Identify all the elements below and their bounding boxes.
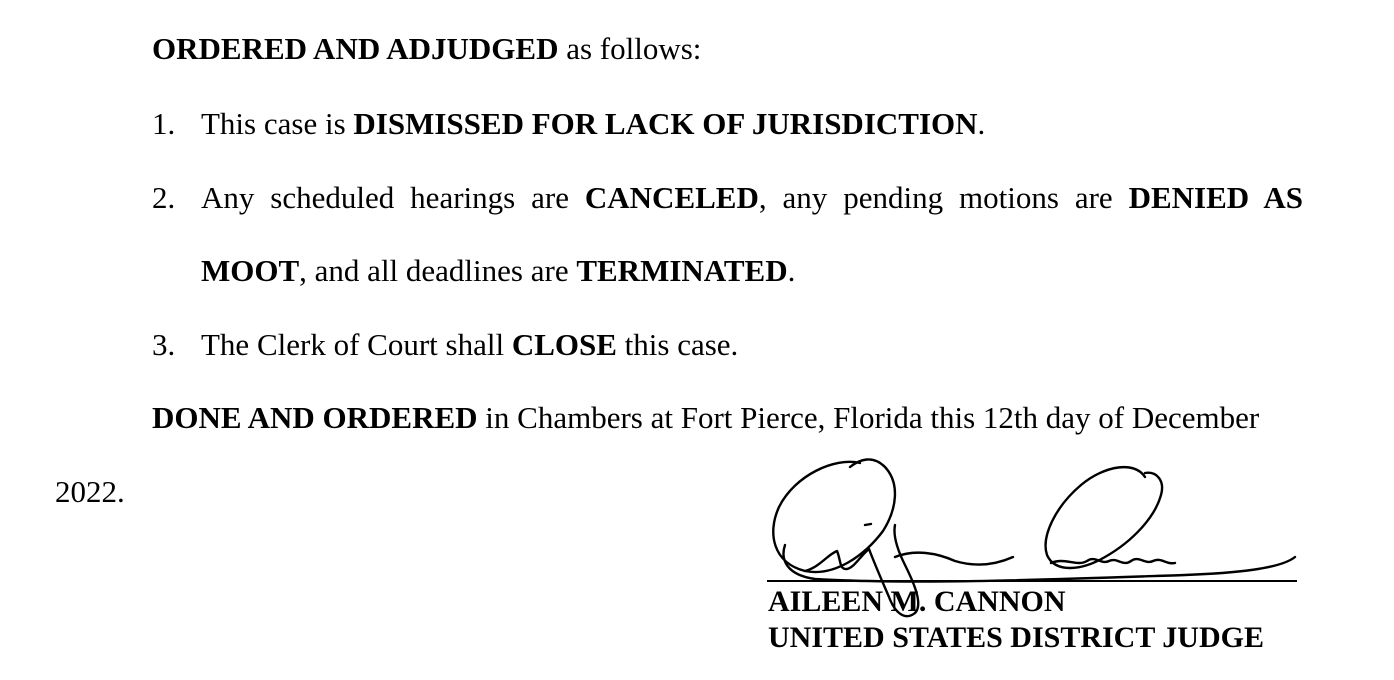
order-intro-bold: ORDERED AND ADJUDGED [152,31,559,66]
item-2-line2-end: . [787,253,796,288]
done-ordered-rest: in Chambers at Fort Pierce, Florida this 12th day of December [477,400,1260,435]
done-year: 2022. [55,474,125,509]
judge-title: UNITED STATES DISTRICT JUDGE [768,621,1264,654]
item-2-line2-bold-b: TERMINATED [576,253,788,288]
item-3-number: 3. [152,327,176,362]
item-3-text [201,329,738,360]
item-2-number: 2. [152,180,176,215]
item-2-text-a: Any scheduled hearings are [201,180,585,215]
item-3-text-a: The Clerk of Court shall [201,327,512,362]
item-2-line-2 [201,255,795,286]
judge-name: AILEEN M. CANNON [768,585,1066,618]
item-1-text [201,108,985,139]
item-1-bold-a: DISMISSED FOR LACK OF JURISDICTION [353,106,978,141]
item-2-bold-a: CANCELED [584,180,759,215]
item-2-text-b: , any pending motions are [758,180,1129,215]
item-2-line-1 [201,182,1303,213]
item-2-line2-bold: MOOT [201,253,300,288]
item-1-text-b: . [977,106,986,141]
done-ordered-line [152,402,1259,433]
done-ordered-bold: DONE AND ORDERED [152,400,478,435]
item-2-bold-b: DENIED AS [1128,180,1304,215]
item-2-line2-text: , and all deadlines are [299,253,577,288]
item-1-number: 1. [152,106,176,141]
order-intro [152,33,701,64]
item-3-bold-a: CLOSE [511,327,617,362]
order-intro-rest: as follows: [558,31,702,66]
item-1-text-a: This case is [201,106,354,141]
item-3-text-b: this case. [616,327,739,362]
signature-line [767,580,1297,582]
